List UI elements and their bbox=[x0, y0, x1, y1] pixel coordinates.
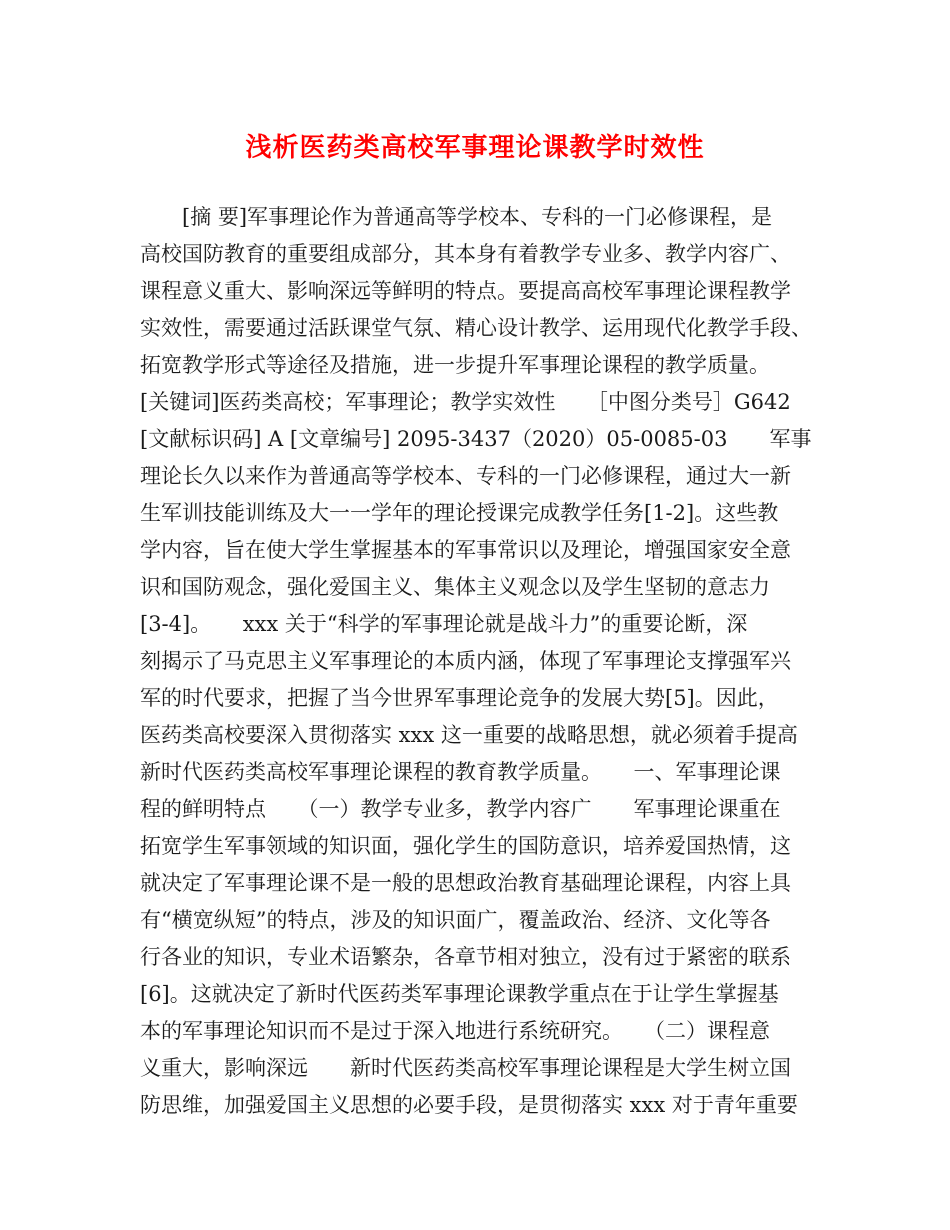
text-line: 行各业的知识，专业术语繁杂，各章节相对独立，没有过于紧密的联系 bbox=[140, 945, 791, 969]
document-title: 浅析医药类高校军事理论课教学时效性 bbox=[245, 133, 705, 163]
text-line: 新时代医药类高校军事理论课程的教育教学质量。 一、军事理论课 bbox=[140, 760, 781, 784]
text-line: [关键词]医药类高校；军事理论；教学实效性 ［中图分类号］G642 bbox=[140, 390, 791, 414]
text-line: 理论长久以来作为普通高等学校本、专科的一门必修课程，通过大一新 bbox=[140, 464, 791, 488]
text-line: [摘 要]军事理论作为普通高等学校本、专科的一门必修课程，是 bbox=[182, 205, 773, 229]
text-line: 高校国防教育的重要组成部分，其本身有着教学专业多、教学内容广、 bbox=[140, 242, 791, 266]
text-line: 有“横宽纵短”的特点，涉及的知识面广，覆盖政治、经济、文化等各 bbox=[140, 908, 771, 932]
text-line: 医药类高校要深入贯彻落实 xxx 这一重要的战略思想，就必须着手提高 bbox=[140, 723, 798, 747]
text-line: 刻揭示了马克思主义军事理论的本质内涵，体现了军事理论支撑强军兴 bbox=[140, 649, 791, 673]
text-line: 课程意义重大、影响深远等鲜明的特点。要提高高校军事理论课程教学 bbox=[140, 279, 791, 303]
text-line: 生军训技能训练及大一一学年的理论授课完成教学任务[1-2]。这些教 bbox=[140, 501, 779, 525]
text-line: 拓宽教学形式等途径及措施，进一步提升军事理论课程的教学质量。 bbox=[140, 353, 770, 377]
text-line: 实效性，需要通过活跃课堂气氛、精心设计教学、运用现代化教学手段、 bbox=[140, 316, 812, 340]
text-line: 拓宽学生军事领域的知识面，强化学生的国防意识，培养爱国热情，这 bbox=[140, 834, 791, 858]
text-line: [6]。这就决定了新时代医药类军事理论课教学重点在于让学生掌握基 bbox=[140, 982, 779, 1006]
document-body bbox=[140, 199, 820, 1124]
text-line: 就决定了军事理论课不是一般的思想政治教育基础理论课程，内容上具 bbox=[140, 871, 791, 895]
text-line: [3-4]。 xxx 关于“科学的军事理论就是战斗力”的重要论断，深 bbox=[140, 612, 748, 636]
text-line: 防思维，加强爱国主义思想的必要手段，是贯彻落实 xxx 对于青年重要 bbox=[140, 1093, 798, 1117]
text-line: 学内容，旨在使大学生掌握基本的军事常识以及理论，增强国家安全意 bbox=[140, 538, 791, 562]
text-line: 义重大，影响深远 新时代医药类高校军事理论课程是大学生树立国 bbox=[140, 1056, 791, 1080]
text-line: 军的时代要求，把握了当今世界军事理论竞争的发展大势[5]。因此， bbox=[140, 686, 779, 710]
text-line: 程的鲜明特点 （一）教学专业多，教学内容广 军事理论课重在 bbox=[140, 797, 781, 821]
text-line: 识和国防观念，强化爱国主义、集体主义观念以及学生坚韧的意志力 bbox=[140, 575, 770, 599]
text-line: [文献标识码] A [文章编号] 2095-3437（2020）05-0085-03 军事 bbox=[140, 427, 812, 451]
text-line: 本的军事理论知识而不是过于深入地进行系统研究。 （二）课程意 bbox=[140, 1019, 770, 1043]
